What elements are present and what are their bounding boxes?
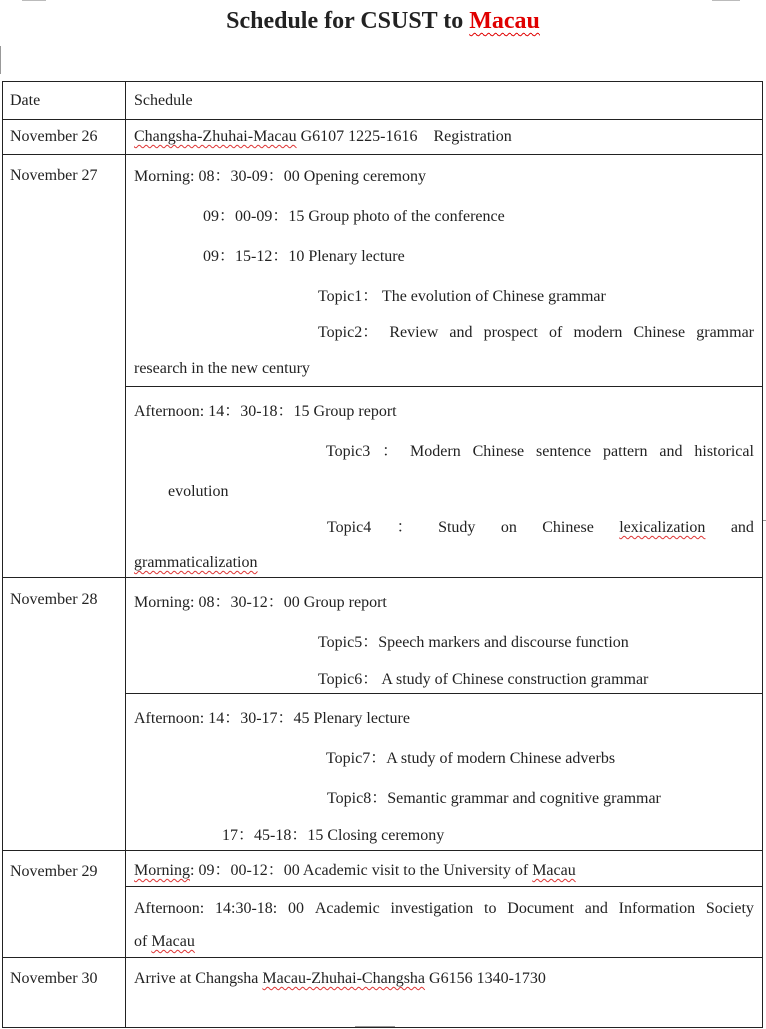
table-cell <box>3 578 126 851</box>
entry-text: G6107 1225-1616 Registration <box>296 128 512 145</box>
margin-mark <box>0 46 1 74</box>
table-row <box>3 578 763 694</box>
entry-text: : 09：00-12：00 Academic visit to the University of <box>190 862 533 879</box>
morning-session <box>126 578 762 693</box>
word: Study <box>438 519 476 536</box>
schedule-line: Topic8：Semantic grammar and cognitive grammar <box>327 790 661 807</box>
word: modern <box>573 324 623 341</box>
word: sentence <box>536 443 592 460</box>
schedule-line: Topic1： The evolution of Chinese grammar <box>318 288 606 305</box>
word: lexicalization <box>619 519 706 536</box>
word: ： <box>382 443 399 460</box>
entry-text: Arrive at Changsha <box>134 970 263 987</box>
word: ： <box>396 519 413 536</box>
word: Chinese <box>472 443 525 460</box>
title-accent: Macau <box>469 8 540 34</box>
schedule-line: Afternoon: 14：30-18：15 Group report <box>134 403 397 420</box>
schedule-line: Afternoon: 14：30-17：45 Plenary lecture <box>134 710 410 727</box>
word: 00 <box>288 900 305 917</box>
date-label: November 28 <box>10 591 98 608</box>
date-label: November 29 <box>10 863 98 880</box>
schedule-line: 17：45-18：15 Closing ceremony <box>222 827 445 844</box>
table-cell <box>126 578 763 694</box>
route-text: Changsha-Zhuhai-Macau <box>134 128 297 145</box>
table-cell <box>3 120 126 155</box>
word: Modern <box>410 443 461 460</box>
afternoon-session <box>126 887 762 954</box>
table-cell <box>126 387 763 578</box>
schedule-line: evolution <box>168 483 229 500</box>
schedule-entry <box>126 958 762 987</box>
word: on <box>500 519 517 536</box>
word: Macau <box>151 933 195 950</box>
title-prefix: Schedule for CSUST to <box>226 8 470 34</box>
word: Society <box>705 900 754 917</box>
table-cell <box>3 851 126 958</box>
word: grammaticalization <box>134 554 258 571</box>
schedule-entry <box>126 120 762 145</box>
word: 14:30-18: <box>215 900 278 917</box>
table-row <box>3 851 763 887</box>
morning-session <box>126 155 762 384</box>
word: Topic4 <box>327 519 372 536</box>
page-corner-mark-left <box>22 0 46 1</box>
table-cell <box>3 82 126 120</box>
table-cell <box>3 155 126 578</box>
word: and <box>659 443 683 460</box>
schedule-entry <box>126 851 762 879</box>
schedule-line: Topic7：A study of modern Chinese adverbs <box>326 750 616 767</box>
header-date: Date <box>10 92 41 109</box>
header-schedule: Schedule <box>134 92 193 109</box>
table-cell <box>126 120 763 155</box>
word: Topic2： <box>318 324 379 341</box>
word: Morning <box>134 862 190 879</box>
afternoon-session <box>126 694 762 849</box>
schedule-line <box>134 897 754 932</box>
page-corner-mark-right <box>712 0 740 1</box>
entry-text: G6156 1340-1730 <box>425 970 546 987</box>
table-header-row <box>3 82 763 120</box>
schedule-table <box>2 81 763 1028</box>
schedule-line: 09：15-12：10 Plenary lecture <box>203 248 405 265</box>
word: Chinese <box>633 324 686 341</box>
word: and <box>449 324 473 341</box>
schedule-line: 09：00-09：15 Group photo of the conference <box>203 208 505 225</box>
word: Topic3 <box>326 443 371 460</box>
schedule-line <box>134 513 754 549</box>
table-cell <box>126 851 763 887</box>
schedule-line <box>134 932 754 954</box>
word: Macau <box>532 862 576 879</box>
date-label: November 26 <box>10 128 98 145</box>
date-label: November 27 <box>10 167 98 184</box>
word: prospect <box>483 324 538 341</box>
document-title <box>0 8 766 35</box>
word: to <box>484 900 497 917</box>
route-text: Macau-Zhuhai-Changsha <box>262 970 426 987</box>
schedule-line: Topic5：Speech markers and discourse function <box>318 634 629 651</box>
word: of <box>549 324 563 341</box>
word: pattern <box>603 443 648 460</box>
table-row <box>3 120 763 155</box>
word: and <box>730 519 754 536</box>
word: Review <box>389 324 439 341</box>
schedule-line <box>134 318 754 354</box>
table-cell <box>126 887 763 958</box>
word: of <box>134 933 152 950</box>
table-cell <box>126 155 763 387</box>
schedule-line: Morning: 08：30-09：00 Opening ceremony <box>134 168 426 185</box>
afternoon-session <box>126 387 762 577</box>
word: Afternoon: <box>134 900 205 917</box>
schedule-line <box>134 549 754 577</box>
word: and <box>584 900 608 917</box>
word: Chinese <box>542 519 594 536</box>
table-cell <box>126 82 763 120</box>
word: investigation <box>390 900 474 917</box>
schedule-line <box>134 437 754 477</box>
table-cell <box>126 958 763 1028</box>
word: historical <box>694 443 754 460</box>
word: grammar <box>696 324 754 341</box>
word: Information <box>618 900 696 917</box>
date-label: November 30 <box>10 970 98 987</box>
table-cell <box>126 694 763 851</box>
table-cell <box>3 958 126 1028</box>
word: Academic <box>314 900 380 917</box>
schedule-line: Topic6： A study of Chinese construction grammar <box>318 671 649 688</box>
word: Document <box>507 900 574 917</box>
table-row <box>3 155 763 387</box>
table-row <box>3 958 763 1028</box>
schedule-line: Morning: 08：30-12：00 Group report <box>134 594 387 611</box>
schedule-line: research in the new century <box>134 360 310 377</box>
